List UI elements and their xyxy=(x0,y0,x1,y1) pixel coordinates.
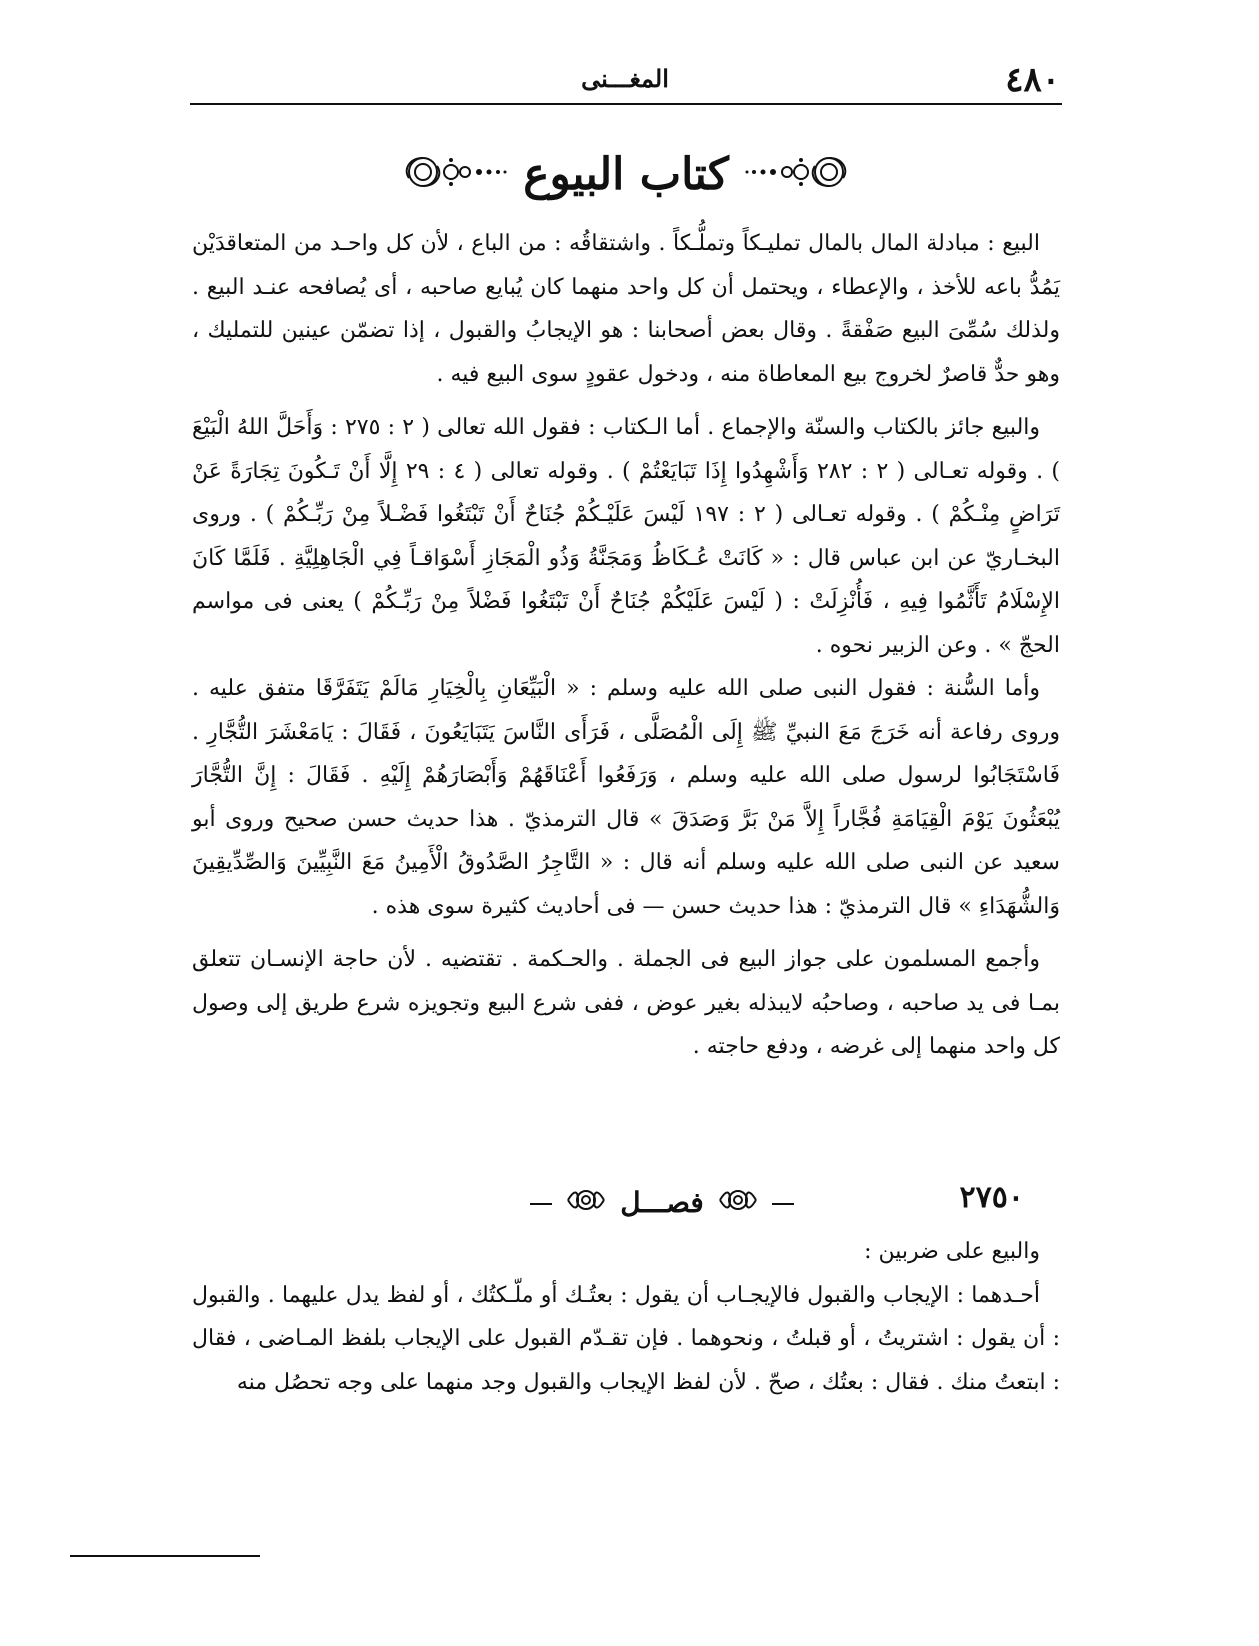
paragraph-quran-evidence: والبيع جائز بالكتاب والسنّة والإجماع . أما الـكتاب : فقول الله تعالى ( ٢ : ٢٧٥ : وَأَحَلَّ اللهُ الْبَيْعَ ) . وقوله تعـالى ( ٢ : ٢٨٢ وَأَشْهِدُوا إِذَا تَبَايَعْتُمْ ) . وقوله تعالى ( ٤ : ٢٩ إِلَّا أَنْ تَـكُونَ تِجَارَةً عَنْ تَرَاضٍ مِنْـكُمْ ) . وقوله تعـالى ( ٢ : ١٩٧ لَيْسَ عَلَيْـكُمْ جُنَاحٌ أَنْ تَبْتَغُوا فَضْـلاً مِنْ رَبِّـكُمْ ) . وروى البخـاريّ عن ابن عباس قال : « كَانَتْ عُـكَاظُ وَمَجَنَّةُ وَذُو الْمَجَازِ أَسْوَاقـاً فِي الْجَاهِلِيَّةِ . فَلَمَّا كَانَ الإِسْلَامُ تَأَثَّمُوا فِيهِ ، فَأُنْزِلَتْ : ( لَيْسَ عَلَيْكُمْ جُنَاحٌ أَنْ تَبْتَغُوا فَضْلاً مِنْ رَبِّـكُمْ ) يعنى فى مواسم الحجّ » . وعن الزبير نحوه . xyxy=(192,415,1061,658)
paragraph-sunnah-evidence: وأما السُّنة : فقول النبى صلى الله عليه وسلم : « الْبَيِّعَانِ بِالْخِيَارِ مَالَمْ يَتَفَرَّقَا متفق عليه . وروى رفاعة أنه خَرَجَ مَعَ النبيِّ ﷺ إِلَى الْمُصَلَّى ، فَرَأَى النَّاسَ يَتَبَايَعُونَ ، فَقَالَ : يَامَعْشَرَ التُّجَّارِ . فَاسْتَجَابُوا لرسول صلى الله عليه وسلم ، وَرَفَعُوا أَعْنَاقَهُمْ وَأَبْصَارَهُمْ إِلَيْهِ . فَقَالَ : إِنَّ التُّجَّارَ يُبْعَثُونَ يَوْمَ الْقِيَامَةِ فُجَّاراً إِلاَّ مَنْ بَرَّ وَصَدَقَ » قال الترمذيّ . هذا حديث حسن صحيح وروى أبو سعيد عن النبى صلى الله عليه وسلم أنه قال : « التَّاجِرُ الصَّدُوقُ الْأَمِينُ مَعَ النَّبِيِّينَ وَالصِّدِّيقِينَ وَالشُّهَدَاءِ » قال الترمذيّ : هذا حديث حسن — فى أحاديث كثيرة سوى هذه . xyxy=(192,676,1061,919)
page-number: ٤٨٠ xyxy=(1005,60,1060,100)
running-header xyxy=(190,52,1060,102)
paragraph-two-types: والبيع على ضربين : xyxy=(864,1239,1040,1264)
arabesque-ornament-icon xyxy=(743,150,863,198)
book-title-block xyxy=(190,138,1062,210)
floral-ornament-icon xyxy=(564,1185,608,1219)
header-rule xyxy=(190,103,1062,105)
running-title: المغـــنى xyxy=(581,64,669,93)
paragraph-definition: البيع : مبادلة المال بالمال تمليـكاً وتملُّـكاً . واشتقاقُه : من الباع ، لأن كل واحـد من المتعاقدَيْن يَمُدُّ باعه للأخذ ، والإعطاء ، ويحتمل أن كل واحد منهما كان يُبايع صاحبه ، أى يُصافحه عنـد البيع . ولذلك سُمِّىَ البيع صَفْقةً . وقال بعض أصحابنا : هو الإيجابُ والقبول ، إذا تضمّن عينين للتمليك ، وهو حدٌّ قاصرٌ لخروج بيع المعاطاة منه ، ودخول عقودٍ سوى البيع فيه . xyxy=(192,231,1060,387)
book-title: كتاب البيوع xyxy=(523,148,729,200)
arabesque-ornament-icon xyxy=(389,150,509,198)
main-text xyxy=(192,222,1060,1069)
footnote-rule xyxy=(70,1555,260,1557)
divider xyxy=(530,1203,552,1205)
section-number: ٢٧٥٠ xyxy=(959,1180,1024,1215)
section-heading xyxy=(192,1178,1060,1226)
paragraph-consensus: وأجمع المسلمون على جواز البيع فى الجملة . والحـكمة . تقتضيه . لأن حاجة الإنسـان تتعلق بمـا فى يد صاحبه ، وصاحبُه لايبذله بغير عوض ، ففى شرع البيع وتجويزه شرع طريق إلى وصول كل واحد منهما إلى غرضه ، ودفع حاجته . xyxy=(192,947,1060,1059)
floral-ornament-icon xyxy=(716,1185,760,1219)
section-title-block xyxy=(482,1178,842,1226)
paragraph-offer-acceptance: أحـدهما : الإيجاب والقبول فالإيجـاب أن يقول : بعتُـك أو ملّـكتُك ، أو لفظ يدل عليهما . والقبول : أن يقول : اشتريتُ ، أو قبلتُ ، ونحوهما . فإن تقـدّم القبول على الإيجاب بلفظ المـاضى ، فقال : ابتعتُ منك . فقال : بعتُك ، صحّ . لأن لفظ الإيجاب والقبول وجد منهما على وجه تحصُل منه xyxy=(192,1282,1060,1395)
divider xyxy=(772,1203,794,1205)
section-title: فصـــل xyxy=(620,1185,704,1219)
section-text xyxy=(192,1230,1060,1404)
